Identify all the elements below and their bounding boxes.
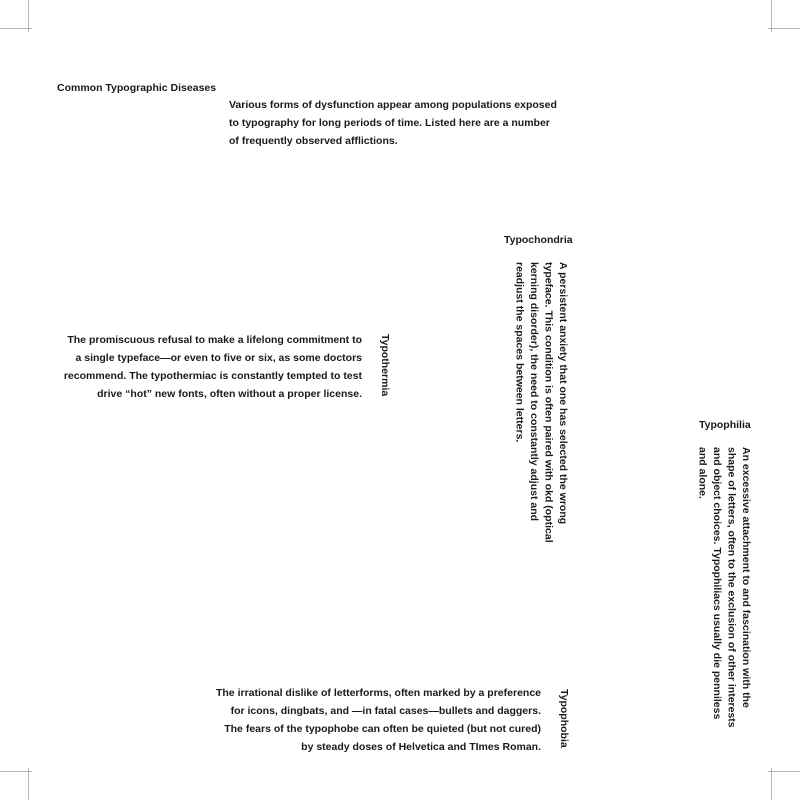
intro-line: of frequently observed afflictions. (229, 135, 398, 147)
typothermia-line: a single typeface—or even to five or six, as some doctors (75, 352, 362, 364)
typophobia-heading: Typophobia (558, 689, 570, 748)
typochondria-line: A persistent anxiety that one has selected the wrong (557, 262, 569, 525)
crop-mark-right-top (768, 28, 800, 29)
typochondria-line: readjust the spaces between letters. (513, 262, 526, 443)
typochondria-line: kerning disorder), the need to constantly adjust and (528, 262, 540, 522)
typochondria-body (512, 262, 570, 543)
typophobia-line: for icons, dingbats, and —in fatal cases—bullets and daggers. (230, 705, 541, 717)
typochondria-heading: Typochondria (504, 234, 573, 246)
typothermia-line: drive “hot” new fonts, often without a proper license. (97, 388, 362, 400)
intro-paragraph (229, 96, 557, 150)
intro-line: Various forms of dysfunction appear among populations exposed (229, 99, 557, 111)
typophilia-line: and alone. (696, 447, 709, 499)
crop-mark-bottom-right (771, 768, 772, 800)
typochondria-line: typeface. This condition is often paired with okd (optical (542, 262, 555, 543)
typothermia-body (64, 331, 362, 403)
typophobia-body (216, 684, 541, 756)
typothermia-line: The promiscuous refusal to make a lifelong commitment to (67, 334, 362, 346)
crop-mark-bottom-left (28, 768, 29, 800)
typophilia-body (695, 447, 753, 728)
typophilia-line: An excessive attachment to and fascination with the (740, 447, 752, 708)
page-title: Common Typographic Diseases (57, 82, 217, 94)
typophilia-heading: Typophilia (699, 419, 751, 431)
crop-mark-left-top (0, 28, 32, 29)
typophobia-line: by steady doses of Helvetica and TImes Roman. (301, 741, 541, 753)
typophilia-line: shape of letters, often to the exclusion of other interests (725, 447, 738, 728)
typophobia-line: The irrational dislike of letterforms, often marked by a preference (215, 687, 541, 699)
typothermia-heading: Typothermia (379, 334, 391, 397)
crop-mark-right-bottom (768, 771, 800, 772)
typophilia-line: and object choices. Typophiliacs usually die penniless (711, 447, 723, 720)
typophobia-line: The fears of the typophobe can often be quieted (but not cured) (224, 723, 541, 735)
typothermia-line: recommend. The typothermiac is constantly tempted to test (63, 370, 362, 382)
crop-mark-left-bottom (0, 771, 32, 772)
intro-line: to typography for long periods of time. Listed here are a number (229, 117, 550, 129)
